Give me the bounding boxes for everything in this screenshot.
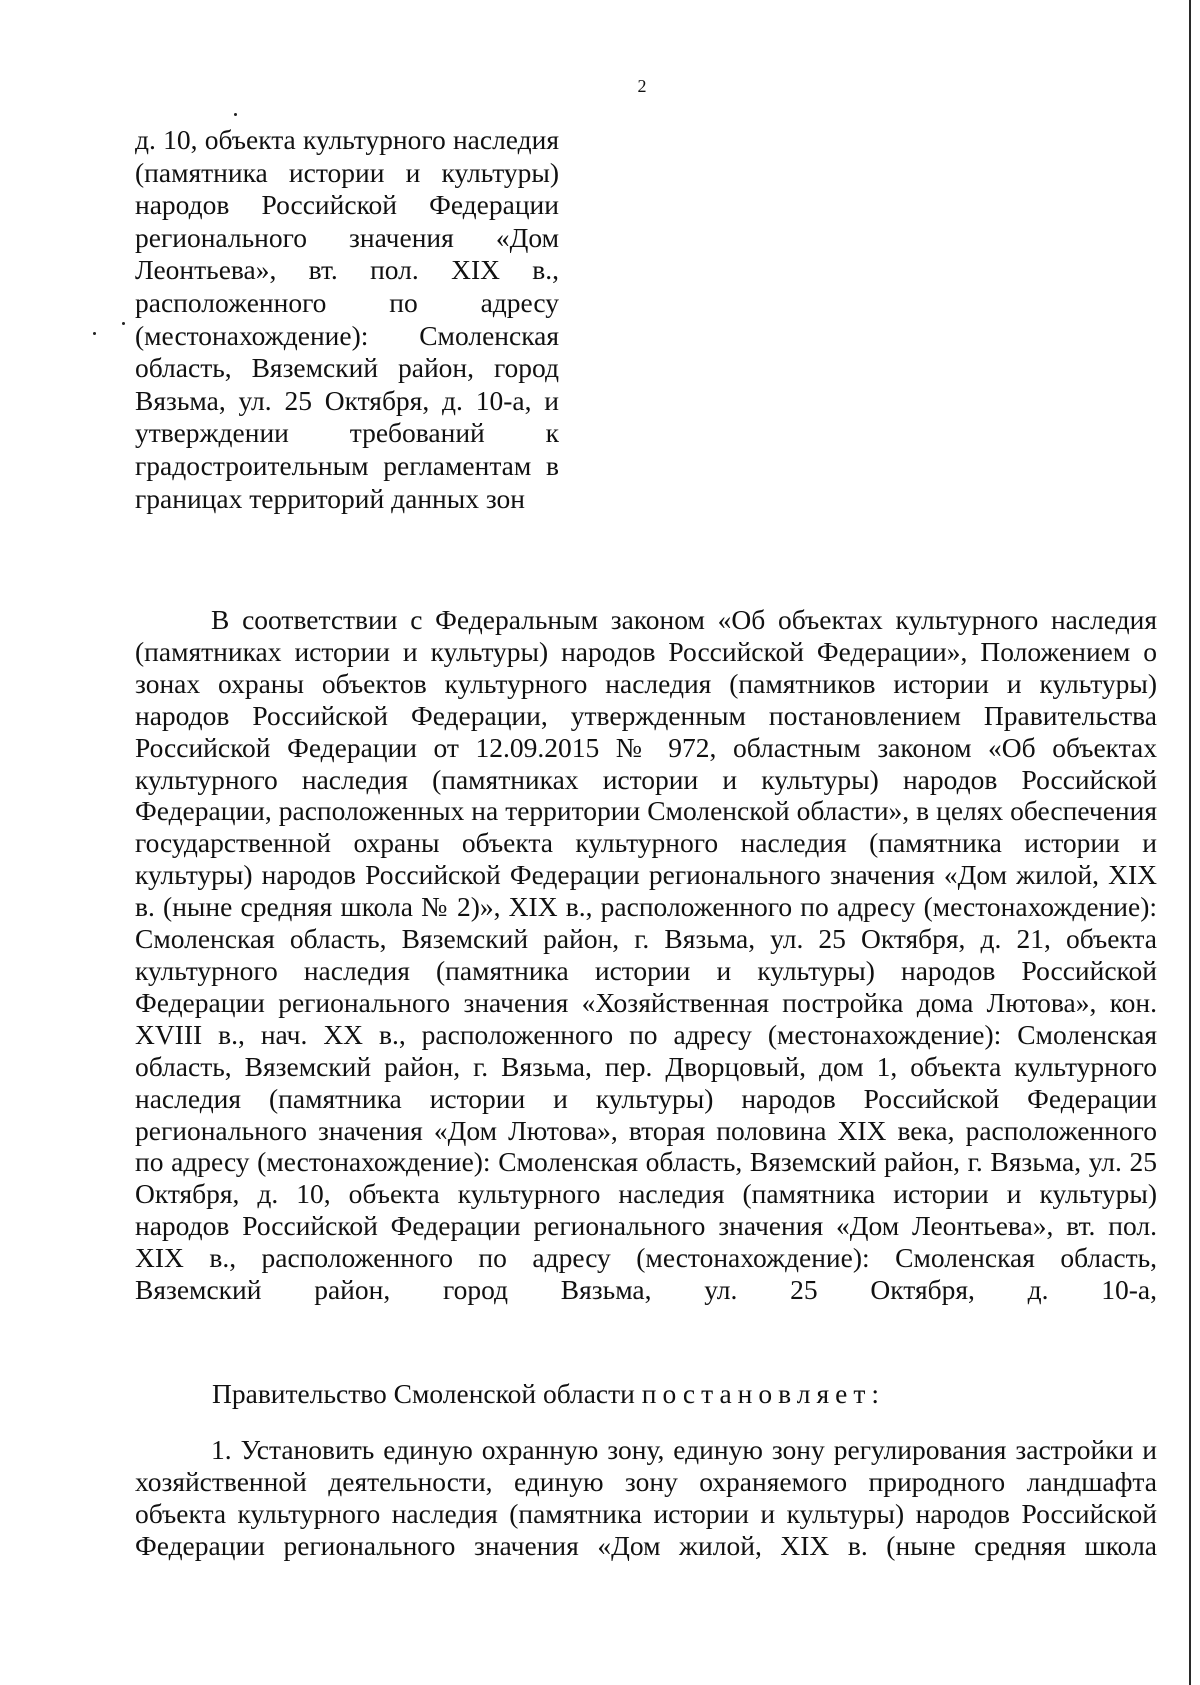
- scan-speck: [93, 332, 96, 335]
- decree-verb: постановляет:: [641, 1378, 885, 1409]
- scan-speck: [234, 113, 237, 116]
- preamble-paragraph: В соответствии с Федеральным законом «Об объектах культурного наследия (памятниках истории и культуры) народов Российской Федерации», Положением о зонах охраны объектов культурного наследия (памятников истории и культуры) народов Российской Федерации, утвержденным постановлением Правительства Российской Федерации от 12.09.2015 № 972, областным законом «Об объектах культурного наследия (памятниках истории и культуры) народов Российской Федерации, расположенных на территории Смоленской области», в целях обеспечения государственной охраны объекта культурного наследия (памятника истории и культуры) народов Российской Федерации регионального значения «Дом жилой, XIX в. (ныне средняя школа № 2)», XIX в., расположенного по адресу (местонахождение): Смоленская область, Вяземский район, г. Вязьма, ул. 25 Октября, д. 21, объекта культурного наследия (памятника истории и культуры) народов Российской Федерации регионального значения «Хозяйственная постройка дома Лютова», кон. XVIII в., нач. XX в., расположенного по адресу (местонахождение): Смоленская область, Вяземский район, г. Вязьма, пер. Дворцовый, дом 1, объекта культурного наследия (памятника истории и культуры) народов Российской Федерации регионального значения «Дом Лютова», вторая половина XIX века, расположенного по адресу (местонахождение): Смоленская область, Вяземский район, г. Вязьма, ул. 25 Октября, д. 10, объекта культурного наследия (памятника истории и культуры) народов Российской Федерации регионального значения «Дом Леонтьева», вт. пол. XIX в., расположенного по адресу (местонахождение): Смоленская область, Вяземский район, город Вязьма, ул. 25 Октября, д. 10-а,: [135, 604, 1157, 1306]
- resolution-item-1: 1. Установить единую охранную зону, единую зону регулирования застройки и хозяйственной деятельности, единую зону охраняемого природного ландшафта объекта культурного наследия (памятника истории и культуры) народов Российской Федерации регионального значения «Дом жилой, XIX в. (ныне средняя школа: [135, 1434, 1157, 1561]
- page-number: 2: [637, 76, 647, 96]
- decree-line: [212, 1378, 885, 1410]
- scan-edge-line: [1189, 0, 1191, 1685]
- document-title-block: д. 10, объекта культурного наследия (памятника истории и культуры) народов Российской Федерации регионального значения «Дом Леонтьева», вт. пол. XIX в., расположенного по адресу (местонахождение): Смоленская область, Вяземский район, город Вязьма, ул. 25 Октября, д. 10-а, и утверждении требований к градостроительным регламентам в границах территорий данных зон: [135, 124, 559, 514]
- decree-prefix: Правительство Смоленской области: [212, 1378, 642, 1409]
- scan-speck: [122, 322, 125, 325]
